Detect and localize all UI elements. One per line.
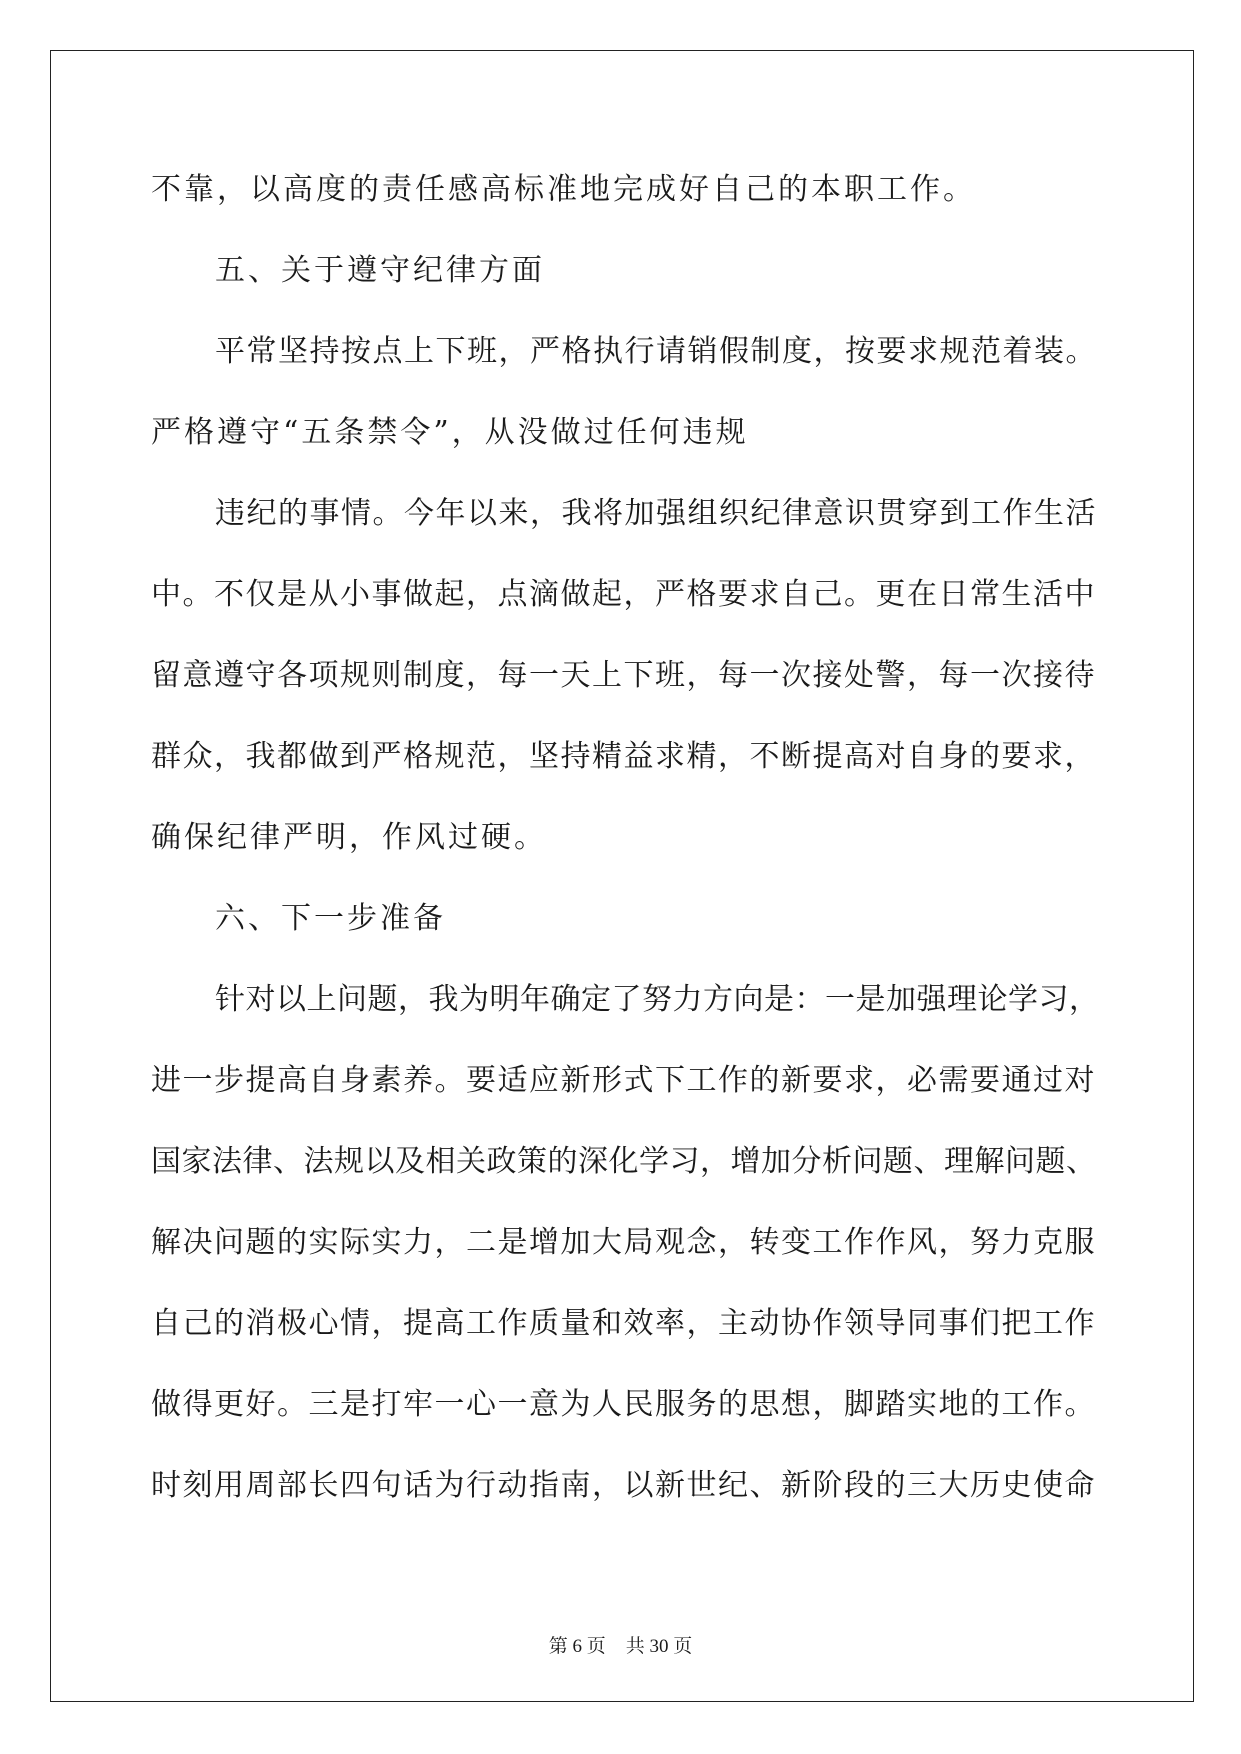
section-heading: 五、关于遵守纪律方面 [215, 253, 545, 288]
body-line: 群众，我都做到严格规范，坚持精益求精，不断提高对自身的要求， [151, 739, 1096, 774]
body-line: 国家法律、法规以及相关政策的深化学习，增加分析问题、理解问题、 [151, 1144, 1097, 1179]
page-total: 共 30 页 [625, 1636, 693, 1657]
body-line: 留意遵守各项规则制度，每一天上下班，每一次接处警，每一次接待 [151, 658, 1096, 693]
page-footer [0, 1636, 1241, 1658]
body-line: 时刻用周部长四句话为行动指南，以新世纪、新阶段的三大历史使命 [151, 1468, 1096, 1503]
body-line: 不靠，以高度的责任感高标准地完成好自己的本职工作。 [151, 172, 976, 207]
body-line: 违纪的事情。今年以来，我将加强组织纪律意识贯穿到工作生活 [215, 496, 1097, 531]
body-line: 进一步提高自身素养。要适应新形式下工作的新要求，必需要通过对 [151, 1063, 1096, 1098]
body-line: 确保纪律严明，作风过硬。 [151, 820, 547, 855]
body-line: 平常坚持按点上下班，严格执行请销假制度，按要求规范着装。 [215, 334, 1097, 369]
body-line: 解决问题的实际实力，二是增加大局观念，转变工作作风，努力克服 [151, 1225, 1096, 1260]
body-line: 中。不仅是从小事做起，点滴做起，严格要求自己。更在日常生活中 [151, 577, 1096, 612]
body-line: 做得更好。三是打牢一心一意为人民服务的思想，脚踏实地的工作。 [151, 1387, 1096, 1422]
body-line: 自己的消极心情，提高工作质量和效率，主动协作领导同事们把工作 [151, 1306, 1096, 1341]
body-line: 针对以上问题，我为明年确定了努力方向是：一是加强理论学习， [215, 982, 1100, 1017]
page-border [50, 50, 1194, 1702]
section-heading: 六、下一步准备 [215, 901, 446, 936]
page-number: 第 6 页 [548, 1636, 606, 1657]
body-line: 严格遵守“五条禁令”，从没做过任何违规 [151, 415, 749, 450]
